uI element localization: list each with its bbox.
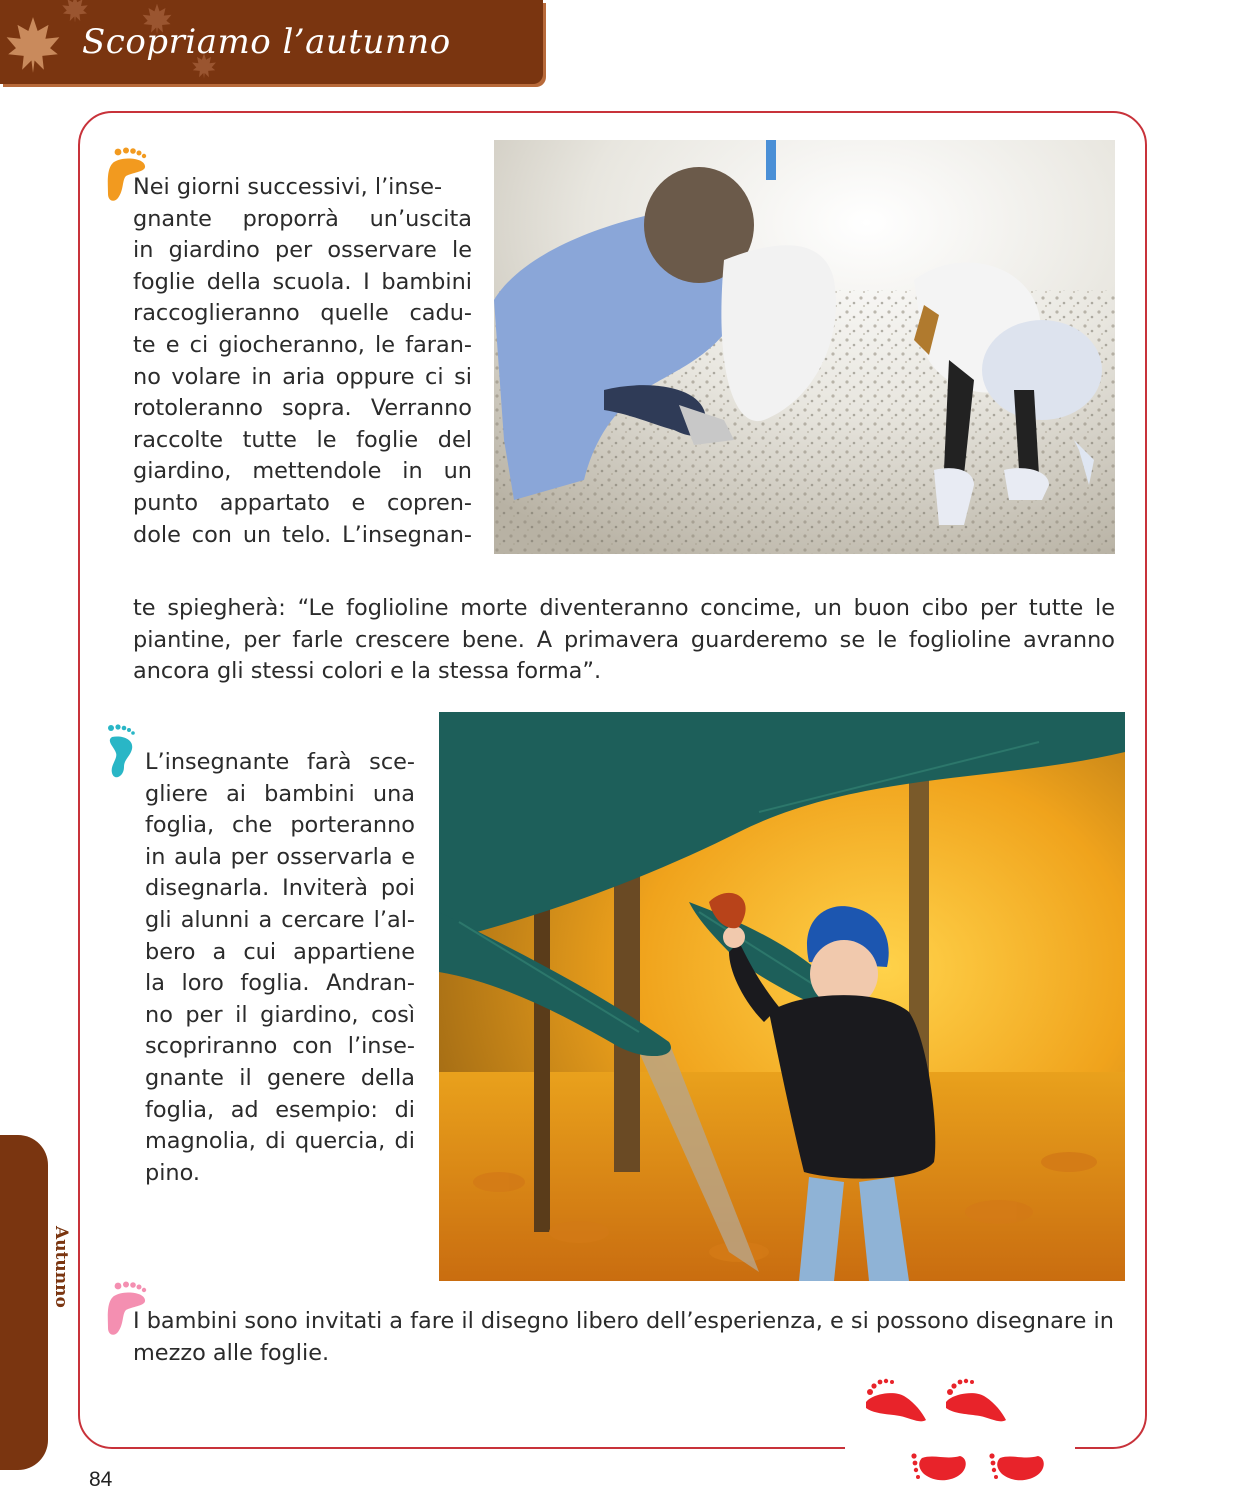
text-line: no per il giardino, così [145,1001,415,1028]
text-line: gli alunni a cercare l’al- [145,906,415,933]
header-banner [0,0,543,84]
text-line: scopriranno con l’inse- [145,1033,415,1060]
page-title: Scopriamo l’autunno [82,22,451,62]
text-line: foglia, che porteranno [145,812,415,839]
text-line: pino. [145,1159,201,1186]
text-line: magnolia, di quercia, di [145,1128,415,1155]
paragraph-drawing: I bambini sono invitati a fare il disegno libero dell’esperienza, e si possono disegnare in mezzo alle foglie. [133,1308,1114,1366]
text-line: L’insegnante farà sce- [145,749,415,775]
text-line: no volare in aria oppure ci si [133,363,472,390]
text-line: in aula per osservarla e [145,843,415,870]
page-number: 84 [89,1468,113,1491]
text-line: bero a cui appartiene [145,938,415,965]
photo-boy-autumn-forest [439,712,1125,1281]
text-line: gnante proporrà un’uscita [133,205,472,232]
text-line: giardino, mettendole in un [133,458,472,485]
text-line: rotoleranno sopra. Verranno [133,395,472,422]
maple-leaf-icon [2,14,64,76]
text-line: la loro foglia. Andran- [145,970,415,997]
text-line: dole con un telo. L’insegnan- [133,521,472,548]
text-line: raccoglieranno quelle cadu- [133,300,472,327]
text-line: Nei giorni successivi, l’inse- [133,174,443,200]
footprint-icon [106,723,136,781]
text-line: gliere ai bambini una [145,780,415,807]
side-tab-label: Autunno [51,1226,71,1308]
text-line: foglia, ad esempio: di [145,1096,415,1123]
photo-teacher-child-gravel [494,140,1115,554]
paragraph-intro-continued: te spiegherà: “Le foglioline morte diventeranno concime, un buon cibo per tutte le piantine, per farle crescere bene. A primavera guarderemo se le foglioline avranno ancora gli stessi colori e la stessa forma”. [133,595,1115,685]
maple-leaf-icon [60,0,90,24]
text-line: raccolte tutte le foglie del [133,426,472,453]
text-line: gnante il genere della [145,1064,415,1091]
text-line: te e ci giocheranno, le faran- [133,331,472,358]
text-line: in giardino per osservare le [133,237,472,264]
decorative-footprints-icon [860,1378,1060,1496]
text-line: disegnarla. Inviterà poi [145,875,415,902]
paragraph-intro [133,172,472,551]
text-line: foglie della scuola. I bambini [133,268,472,295]
text-line: punto appartato e copren- [133,489,472,516]
paragraph-leaf-choice [145,747,415,1189]
